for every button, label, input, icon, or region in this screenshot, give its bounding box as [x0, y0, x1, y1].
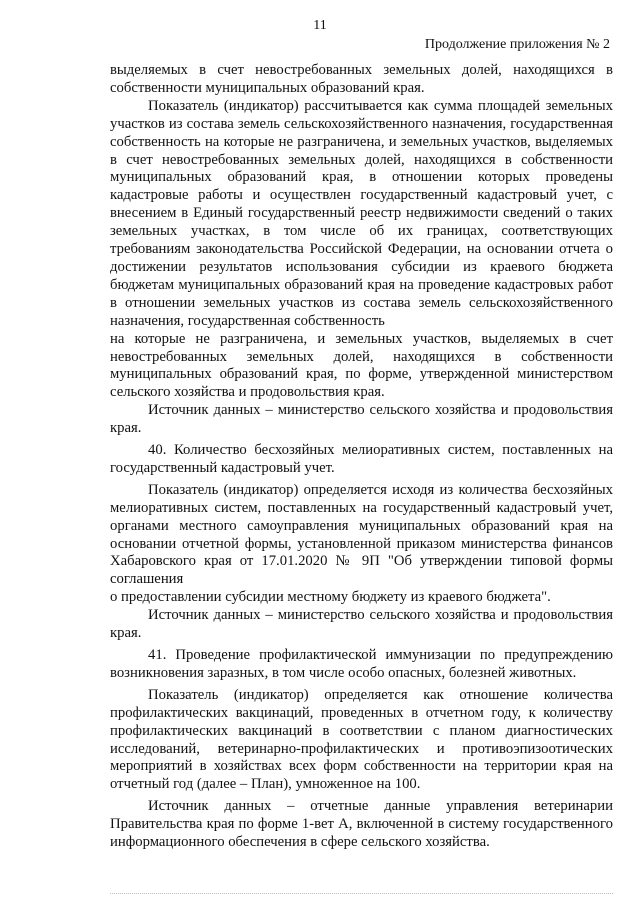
paragraph-indicator-calculation: Показатель (индикатор) рассчитывается как сумма площадей земельных участков из состава земель сельскохозяйственного назначения, государственная собственность на которые не разграничена, и земельных участков, выделяемых в счет невостребованных земельных долей, находящихся в собственности муниципальных образований края, в отношении которых проведены кадастровые работы и осуществлен государственный кадастровый учет, с внесением в Единый государственный реестр недвижимости сведений о таких земельных участках, в том числе об их границах, соответствующих требованиям законодательства Российской Федерации, на основании отчета о достижении результатов использования субсидии из краевого бюджета бюджетам муниципальных образований края на проведение кадастровых работ в отношении земельных участков из состава земель сельскохозяйственного назначения, государственная собственность: [110, 97, 613, 329]
paragraph-item-40-indicator: Показатель (индикатор) определяется исходя из количества бесхозяйных мелиоративных систем, поставленных на государственный кадастровый учет, органами местного самоуправления муниципальных образований края на основании отчетной формы, установленной приказом министерства финансов Хабаровского края от 17.01.2020 № 9П "Об утверждении типовой формы соглашения: [110, 481, 613, 588]
paragraph-item-40-indicator-continued: о предоставлении субсидии местному бюджету из краевого бюджета".: [110, 589, 551, 606]
appendix-continuation-note: Продолжение приложения № 2: [424, 37, 610, 52]
paragraph-data-source: Источник данных – министерство сельского хозяйства и продовольствия края.: [110, 402, 613, 437]
paragraph-continuation: выделяемых в счет невостребованных земельных долей, находящихся в собственности муниципальных образований края.: [110, 62, 613, 96]
document-body: [110, 62, 613, 852]
paragraph-item-41-data-source: Источник данных – отчетные данные управления ветеринарии Правительства края по форме 1-вет А, включенной в систему государственного информационного обеспечения в сфере сельского хозяйства.: [110, 798, 613, 851]
paragraph-indicator-calculation-continued: на которые не разграничена, и земельных участков, выделяемых в счет невостребованных земельных долей, находящихся в собственности муниципальных образований края, по форме, утвержденной министерством сельского хозяйства и продовольствия края.: [110, 330, 613, 401]
scan-artifact-line: [110, 893, 613, 894]
item-40-heading: 40. Количество бесхозяйных мелиоративных систем, поставленных на государственный кадастровый учет.: [110, 442, 613, 476]
item-41-heading: 41. Проведение профилактической иммунизации по предупреждению возникновения заразных, в том числе особо опасных, болезней животных.: [110, 647, 613, 681]
paragraph-item-41-indicator: Показатель (индикатор) определяется как отношение количества профилактических вакцинаций, проведенных в отчетном году, к количеству профилактических вакцинаций в соответствии с планом диагностических исследований, ветеринарно-профилактических и противоэпизоотических мероприятий в хозяйствах всех форм собственности на территории края на отчетный год (далее – План), умноженное на 100.: [110, 686, 613, 793]
paragraph-item-40-data-source: Источник данных – министерство сельского хозяйства и продовольствия края.: [110, 607, 613, 642]
page-number: 11: [313, 18, 327, 33]
